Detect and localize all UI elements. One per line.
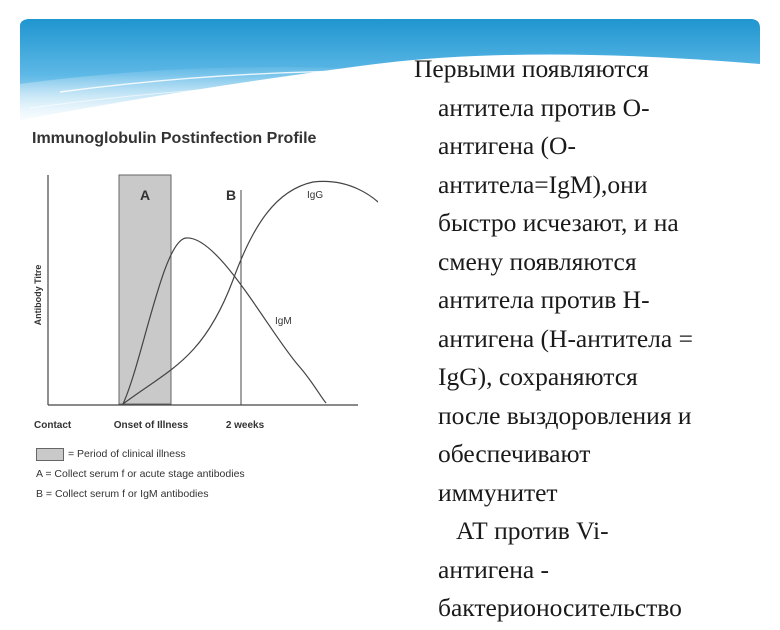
chart-legend	[36, 444, 336, 504]
region-a-label: A	[139, 187, 151, 203]
text-line: антитела против Н-	[438, 285, 650, 314]
text-line: иммунитет	[438, 477, 558, 507]
legend-b-text: B = Collect serum f or IgM antibodies	[36, 488, 209, 500]
igg-label: IgG	[307, 190, 324, 201]
text-line: антигена (Н-антитела =	[438, 323, 693, 353]
text-line: смену появляются	[438, 246, 637, 276]
figure-title: Immunoglobulin Postinfection Profile	[32, 130, 317, 147]
legend-swatch	[36, 448, 64, 461]
y-axis-label: Antibody Titre	[33, 264, 43, 326]
text-line: антигена -	[438, 554, 550, 584]
clinical-period-region	[119, 175, 171, 404]
legend-a-text: A = Collect serum f or acute stage antibodies	[36, 468, 245, 480]
text-line: бактерионосительство	[438, 593, 682, 622]
legend-row-period	[36, 444, 336, 464]
text-line: антитела против О-	[438, 92, 650, 122]
text-line: Первыми появляются	[414, 54, 649, 83]
x-label-contact: Contact	[34, 420, 72, 431]
slide-body-text	[414, 50, 774, 628]
text-line: антитела=IgM),они	[438, 169, 648, 199]
immunoglobulin-chart	[28, 160, 378, 440]
text-line: обеспечивают	[438, 439, 591, 468]
text-line: после выздоровления и	[438, 400, 692, 430]
igm-label: IgM	[275, 316, 292, 327]
text-line: антигена (О-	[438, 131, 576, 160]
text-line: быстро исчезают, и на	[438, 208, 679, 237]
x-label-onset: Onset of Illness	[113, 420, 189, 431]
legend-period-text: = Period of clinical illness	[68, 448, 186, 460]
region-b-label: B	[225, 187, 237, 203]
text-line: АТ против Vi-	[456, 516, 609, 545]
x-label-two-weeks: 2 weeks	[225, 420, 265, 431]
legend-row-a	[36, 464, 336, 484]
legend-row-b	[36, 484, 336, 504]
text-line: IgG), сохраняются	[438, 362, 638, 391]
